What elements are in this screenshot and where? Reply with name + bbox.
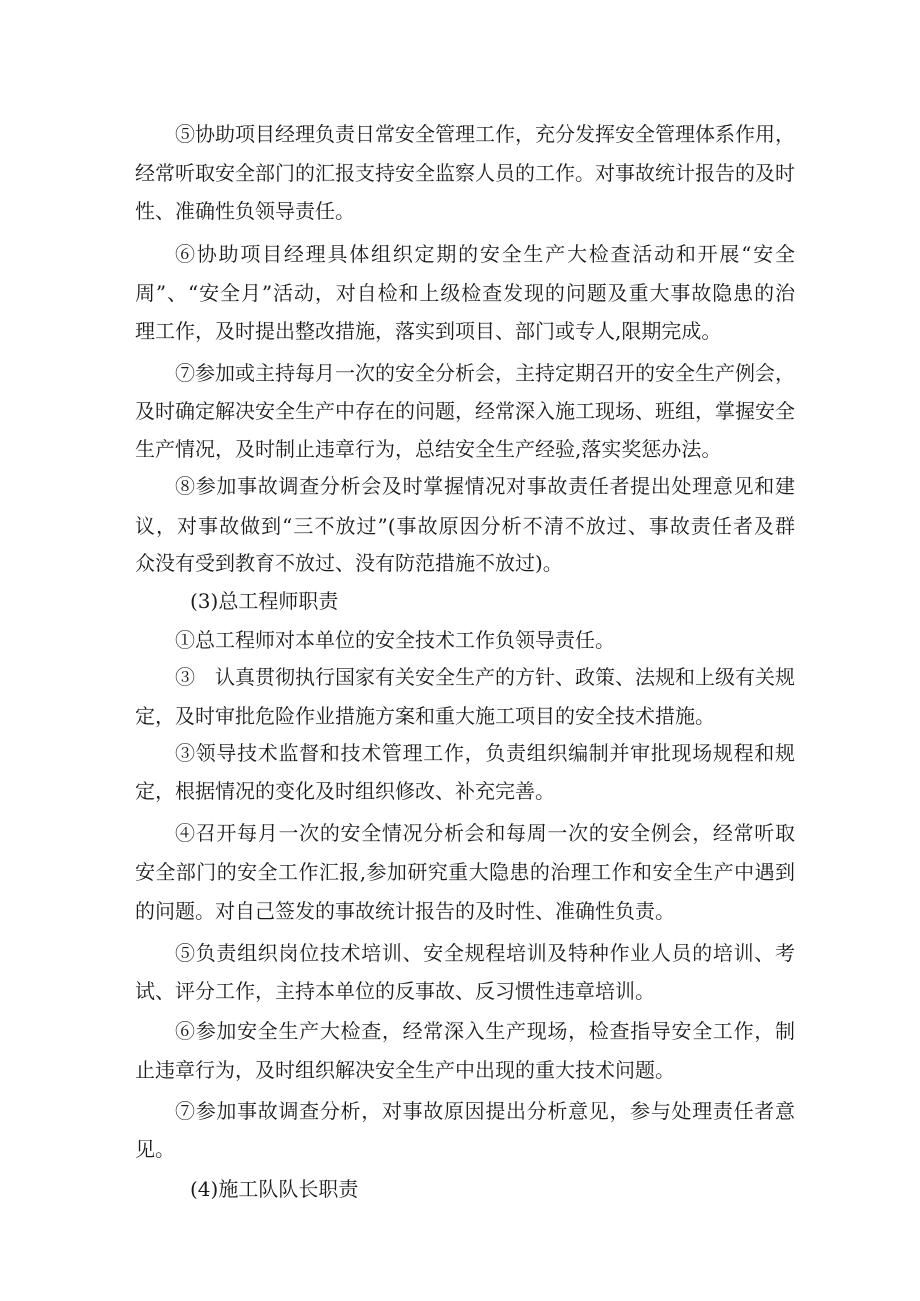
ce-item-5-line-1: ⑤负责组织岗位技术培训、安全规程培训及特种作业人员的培训、考 — [175, 941, 795, 965]
para-6-line-3: 理工作，及时提出整改措施，落实到项目、部门或专人,限期完成。 — [135, 319, 722, 343]
para-8-line-2: 议，对事故做到“三不放过”(事故原因分析不清不放过、事故责任者及群 — [135, 514, 795, 538]
ce-item-3-line-2: 定，根据情况的变化及时组织修改、补充完善。 — [135, 779, 555, 803]
ce-item-6-line-1: ⑥参加安全生产大检查，经常深入生产现场，检查指导安全工作，制 — [175, 1019, 795, 1043]
ce-item-2-line-2: 定，及时审批危险作业措施方案和重大施工项目的安全技术措施。 — [135, 704, 715, 728]
para-7-line-1: ⑦参加或主持每月一次的安全分析会，主持定期召开的安全生产例会， — [175, 361, 795, 385]
para-8-line-3: 众没有受到教育不放过、没有防范措施不放过)。 — [135, 551, 563, 575]
para-8-line-1: ⑧参加事故调查分析会及时掌握情况对事故责任者提出处理意见和建 — [175, 474, 795, 498]
ce-item-1: ①总工程师对本单位的安全技术工作负领导责任。 — [175, 628, 615, 652]
para-5-line-1: ⑤协助项目经理负责日常安全管理工作，充分发挥安全管理体系作用， — [175, 122, 795, 146]
ce-item-6-line-2: 止违章行为，及时组织解决安全生产中出现的重大技术问题。 — [135, 1058, 675, 1082]
ce-item-7-line-1: ⑦参加事故调查分析，对事故原因提出分析意见，参与处理责任者意 — [175, 1099, 795, 1123]
ce-item-4-line-1: ④召开每月一次的安全情况分析会和每周一次的安全例会，经常听取 — [175, 821, 795, 845]
ce-item-5-line-2: 试、评分工作，主持本单位的反事故、反习惯性违章培训。 — [135, 979, 655, 1003]
ce-item-3-line-1: ③领导技术监督和技术管理工作，负责组织编制并审批现场规程和规 — [175, 741, 795, 765]
ce-item-4-line-3: 的问题。对自己签发的事故统计报告的及时性、准确性负责。 — [135, 899, 675, 923]
para-6-line-2: 周”、“安全月”活动，对自检和上级检查发现的问题及重大事故隐患的治 — [135, 281, 795, 305]
section-heading-chief-engineer: (3)总工程师职责 — [190, 589, 339, 613]
para-7-line-2: 及时确定解决安全生产中存在的问题，经常深入施工现场、班组，掌握安全 — [135, 399, 795, 423]
ce-item-2-line-1: ③ 认真贯彻执行国家有关安全生产的方针、政策、法规和上级有关规 — [175, 665, 795, 689]
para-5-line-3: 性、准确性负领导责任。 — [135, 199, 355, 223]
para-5-line-2: 经常听取安全部门的汇报支持安全监察人员的工作。对事故统计报告的及时 — [135, 161, 795, 185]
section-heading-team-leader: (4)施工队队长职责 — [190, 1177, 359, 1201]
ce-item-7-line-2: 见。 — [135, 1137, 175, 1161]
para-6-line-1: ⑥协助项目经理具体组织定期的安全生产大检查活动和开展“安全 — [175, 242, 795, 266]
ce-item-4-line-2: 安全部门的安全工作汇报,参加研究重大隐患的治理工作和安全生产中遇到 — [135, 860, 795, 884]
para-7-line-3: 生产情况，及时制止违章行为，总结安全生产经验,落实奖惩办法。 — [135, 437, 722, 461]
